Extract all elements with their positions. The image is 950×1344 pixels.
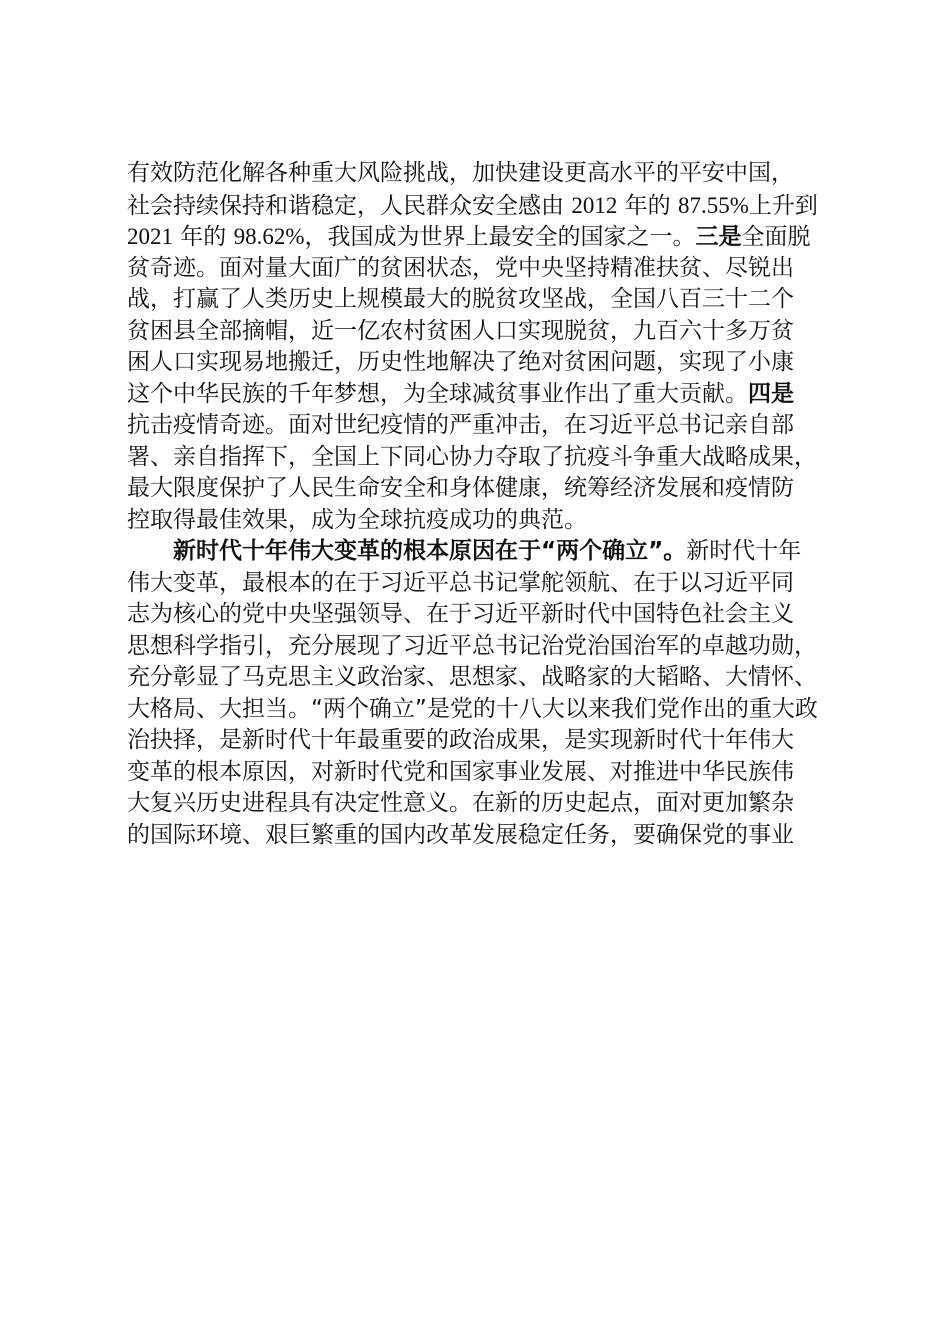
text-segment: 大格局、大担当。“两个确立”是党的十八大以来我们党作出的重大政: [127, 695, 818, 722]
text-segment: 年的: [173, 224, 234, 250]
text-line: [127, 788, 847, 820]
text-line: [127, 442, 847, 474]
number-text: 2021: [127, 224, 173, 249]
text-segment: 贫奇迹。面对量大面广的贫困状态，党中央坚持精准扶贫、尽锐出: [127, 254, 794, 281]
text-line: [127, 158, 847, 190]
text-segment: 充分彰显了马克思主义政治家、思想家、战略家的大韬略、大情怀、: [127, 664, 817, 690]
text-line: [127, 631, 847, 663]
text-segment: 伟大变革，最根本的在于习近平总书记掌舵领航、在于以习近平同: [127, 569, 794, 596]
text-line: [127, 473, 847, 505]
number-text: 87.55%: [677, 192, 749, 218]
text-line: [127, 221, 847, 253]
text-segment: 这个中华民族的千年梦想，为全球减贫事业作出了重大贡献。: [127, 380, 748, 407]
text-segment: 大复兴历史进程具有决定性意义。在新的历史起点，面对更加繁杂: [127, 790, 794, 816]
text-segment: 全面脱: [741, 224, 811, 250]
text-segment: 志为核心的党中央坚强领导、在于习近平新时代中国特色社会主义: [127, 601, 794, 627]
text-line: [127, 347, 847, 379]
text-segment: 思想科学指引，充分展现了习近平总书记治党治国治军的卓越功勋，: [127, 632, 817, 659]
text-segment: 变革的根本原因，对新时代党和国家事业发展、对推进中华民族伟: [127, 758, 794, 785]
bold-text: 新时代十年伟大变革的根本原因在于“两个确立”。: [173, 538, 687, 564]
number-text: 2012: [571, 192, 618, 218]
text-segment: 上升到: [748, 192, 818, 219]
text-segment: 贫困县全部摘帽，近一亿农村贫困人口实现脱贫，九百六十多万贫: [127, 317, 794, 344]
text-segment: 新时代十年: [686, 538, 802, 564]
text-segment: ，我国成为世界上最安全的国家之一。: [304, 224, 696, 250]
text-line: [127, 316, 847, 348]
text-line: [127, 820, 847, 852]
bold-text: 四是: [748, 380, 794, 407]
text-segment: 困人口实现易地搬迁，历史性地解决了绝对贫困问题，实现了小康: [127, 349, 794, 375]
text-line: [127, 662, 847, 694]
text-line: [127, 599, 847, 631]
text-line: [127, 536, 847, 568]
bold-text: 三是: [695, 224, 742, 250]
text-line: [127, 505, 847, 537]
text-line: [127, 190, 847, 222]
body-text: [127, 158, 847, 851]
text-line: [127, 757, 847, 789]
text-line: [127, 568, 847, 600]
text-line: [127, 253, 847, 285]
text-line: [127, 694, 847, 726]
text-segment: 抗击疫情奇迹。面对世纪疫情的严重冲击，在习近平总书记亲自部: [127, 412, 794, 438]
text-line: [127, 725, 847, 757]
text-segment: 年的: [617, 192, 678, 219]
text-segment: 治抉择，是新时代十年最重要的政治成果，是实现新时代十年伟大: [127, 727, 794, 753]
text-line: [127, 284, 847, 316]
text-segment: 有效防范化解各种重大风险挑战，加快建设更高水平的平安中国，: [127, 160, 794, 186]
text-segment: 社会持续保持和谐稳定，人民群众安全感由: [127, 192, 572, 219]
text-segment: 战，打赢了人类历史上规模最大的脱贫攻坚战，全国八百三十二个: [127, 286, 794, 312]
text-line: [127, 410, 847, 442]
text-segment: 最大限度保护了人民生命安全和身体健康，统筹经济发展和疫情防: [127, 475, 794, 501]
text-line: [127, 379, 847, 411]
text-segment: 的国际环境、艰巨繁重的国内改革发展稳定任务，要确保党的事业: [127, 821, 794, 848]
text-segment: 署、亲自指挥下，全国上下同心协力夺取了抗疫斗争重大战略成果，: [127, 443, 817, 470]
text-segment: 控取得最佳效果，成为全球抗疫成功的典范。: [127, 506, 587, 533]
number-text: 98.62%: [233, 224, 305, 249]
